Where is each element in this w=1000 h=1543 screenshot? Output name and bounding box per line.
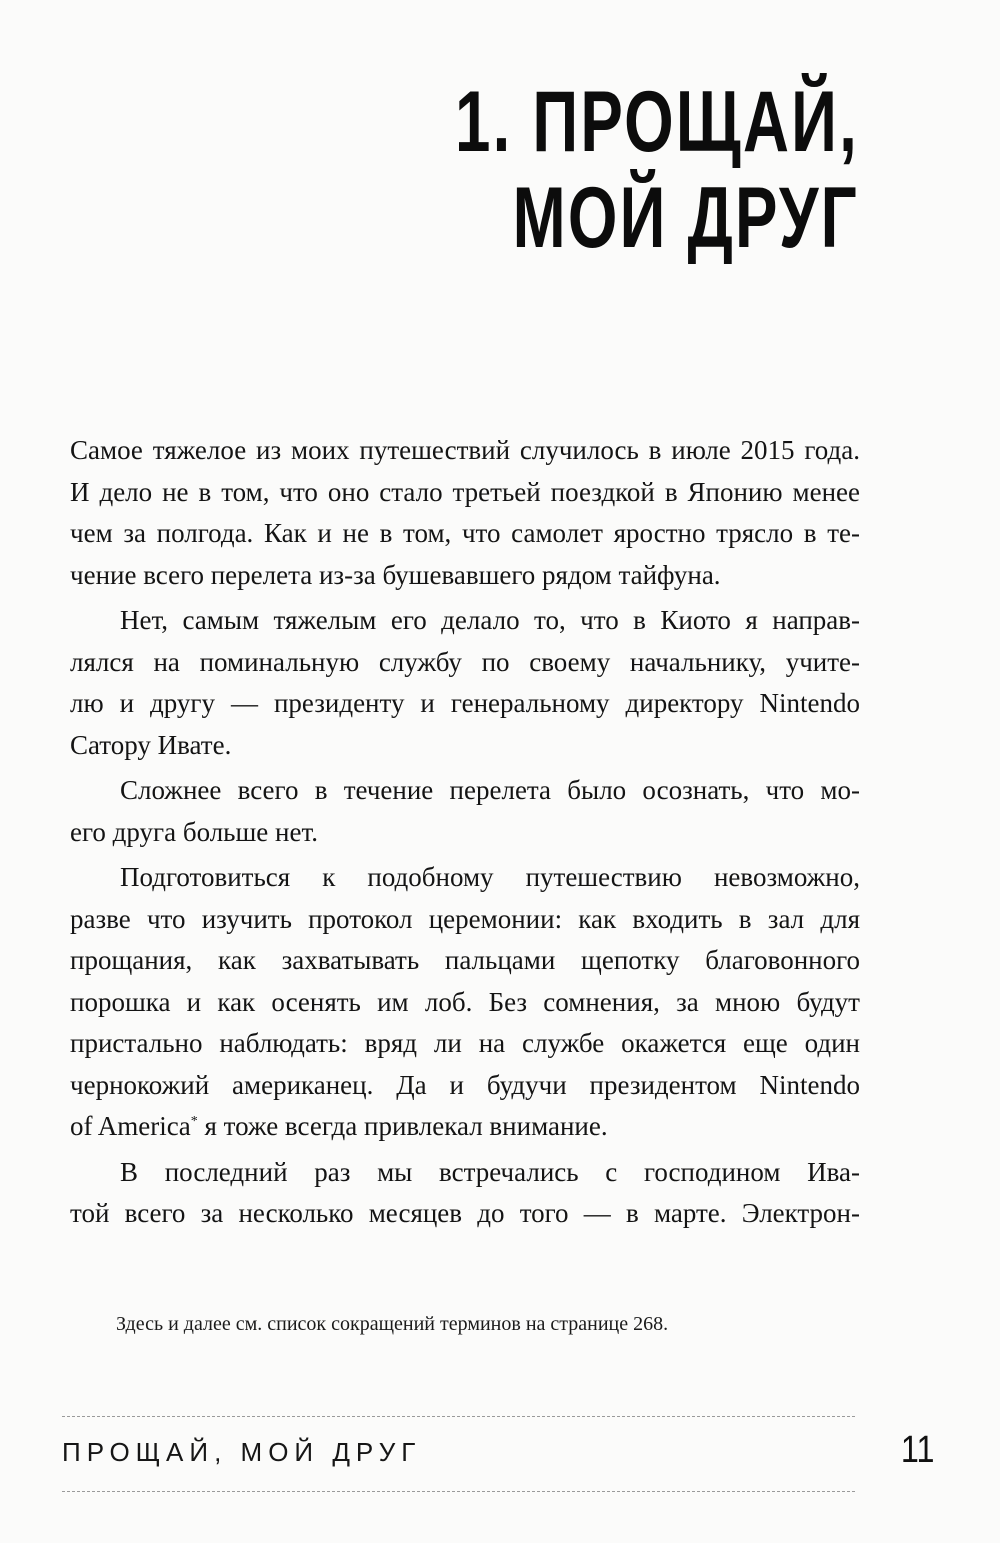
paragraph — [70, 1152, 860, 1235]
page-number: 11 — [900, 1429, 934, 1471]
text-line: Самое тяжелое из моих путешествий случилось в июле 2015 года. — [70, 435, 860, 465]
text-line: чернокожий американец. Да и будучи президентом Nintendo — [70, 1069, 860, 1100]
text-line — [70, 1106, 860, 1148]
body-text — [70, 430, 860, 1235]
footnote: Здесь и далее см. список сокращений терминов на странице 268. — [116, 1313, 669, 1335]
text-line: Сложнее всего в течение перелета было осознать, что мо- — [120, 775, 860, 805]
text-line: Нет, самым тяжелым его делало то, что в Киото я направ- — [120, 605, 860, 635]
text-line: разве что изучить протокол церемонии: как входить в зал для — [70, 903, 860, 934]
footnote-mark: * — [190, 1114, 198, 1129]
chapter-title-line-2: МОЙ ДРУГ — [512, 170, 859, 266]
text-line: И дело не в том, что оно стало третьей поездкой в Японию менее — [70, 476, 860, 507]
text-line: лю и другу — президенту и генеральному директору Nintendo — [70, 688, 860, 718]
text-line: Сатору Ивате. — [70, 729, 232, 760]
text-line: чение всего перелета из-за бушевавшего рядом тайфуна. — [70, 559, 721, 590]
text-fragment: of America — [70, 1111, 191, 1141]
paragraph — [70, 600, 860, 766]
text-line: чем за полгода. Как и не в том, что самолет яростно трясло в те- — [70, 518, 860, 548]
text-line: В последний раз мы встречались с господином Ива- — [120, 1156, 860, 1187]
text-line: прощания, как захватывать пальцами щепотку благовонного — [70, 945, 860, 975]
paragraph — [70, 770, 860, 853]
text-line: Подготовиться к подобному путешествию невозможно, — [120, 862, 860, 892]
chapter-title-line-1: 1. ПРОЩАЙ, — [454, 74, 859, 170]
divider — [62, 1491, 855, 1492]
text-line: его друга больше нет. — [70, 816, 318, 847]
divider — [62, 1416, 855, 1417]
text-line: лялся на поминальную службу по своему начальнику, учите- — [70, 646, 860, 677]
text-line: той всего за несколько месяцев до того — в марте. Электрон- — [70, 1198, 860, 1228]
text-line: порошка и как осенять им лоб. Без сомнения, за мною будут — [70, 986, 860, 1017]
paragraph — [70, 857, 860, 1148]
text-fragment: я тоже всегда привлекал внимание. — [197, 1111, 608, 1141]
running-head: ПРОЩАЙ, МОЙ ДРУГ — [62, 1437, 422, 1467]
paragraph — [70, 430, 860, 596]
text-line: пристально наблюдать: вряд ли на службе окажется еще один — [70, 1028, 860, 1058]
